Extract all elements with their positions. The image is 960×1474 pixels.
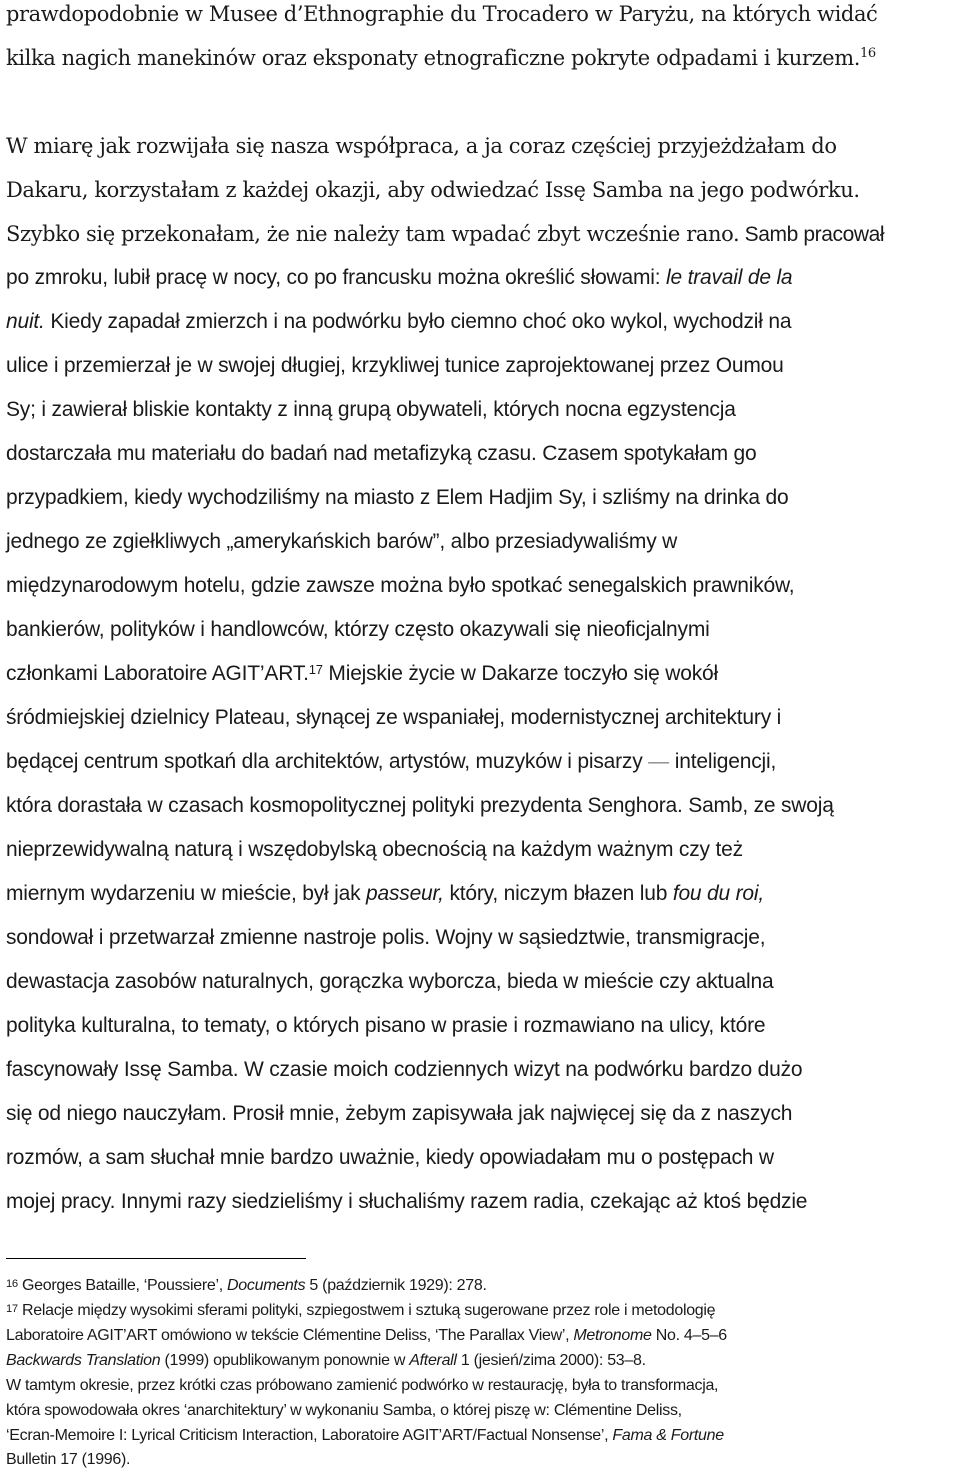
body-text: członkami Laboratoire AGIT’ART. (6, 662, 309, 685)
body-text: będącej centrum spotkań dla architektów, artystów, muzyków i pisarzy (6, 750, 649, 773)
body-line-2 (6, 44, 956, 72)
body-line-20 (6, 880, 956, 908)
footnote-text: W tamtym okresie, przez krótki czas próbowano zamienić podwórko w restaurację, była to transformacja, (6, 1377, 719, 1394)
body-line-27 (6, 1188, 956, 1216)
footnote-17 (6, 1301, 956, 1321)
body-text: który, niczym błazen lub (443, 882, 673, 905)
body-line-5 (6, 220, 956, 249)
body-line-17 (6, 748, 956, 776)
body-text: Samb pracował (739, 223, 885, 246)
footnote-separator (6, 1258, 306, 1259)
body-text: ulice i przemierzał je w swojej długiej, krzykliwej tunice zaprojektowanej przez Oumou (6, 354, 784, 377)
body-text: rozmów, a sam słuchał mnie bardzo uważnie, kiedy opowiadałam mu o postępach w (6, 1146, 774, 1169)
footnote-text: Relacje między wysokimi sferami polityki, szpiegostwem i sztuką sugerowane przez role i metodologię (17, 1302, 716, 1319)
body-text: międzynarodowym hotelu, gdzie zawsze można było spotkać senegalskich prawników, (6, 574, 795, 597)
italic-title: Afterall (409, 1352, 457, 1369)
body-text: sondował i przetwarzał zmienne nastroje polis. Wojny w sąsiedztwie, transmigracje, (6, 926, 766, 949)
body-line-16 (6, 704, 956, 732)
footnote-text: Laboratoire AGIT’ART omówiono w tekście Clémentine Deliss, ‘The Parallax View’, (6, 1327, 574, 1344)
footnote-number: 17 (6, 1302, 18, 1315)
body-line-22 (6, 968, 956, 996)
body-text: mojej pracy. Innymi razy siedzieliśmy i słuchaliśmy razem radia, czekając aż ktoś będzie (6, 1190, 808, 1213)
body-text: prawdopodobnie w Musee d’Ethnographie du Trocadero w Paryżu, na których widać (6, 2, 878, 26)
body-text: Kiedy zapadał zmierzch i na podwórku było ciemno choć oko wykol, wychodził na (44, 310, 792, 333)
body-text: kilka nagich manekinów oraz eksponaty etnograficzne pokryte odpadami i kurzem. (6, 46, 860, 70)
body-line-6 (6, 264, 956, 292)
body-text: W miarę jak rozwijała się nasza współpraca, a ja coraz częściej przyjeżdżałam do (6, 134, 837, 158)
body-text: bankierów, polityków i handlowców, którzy często okazywali się nieoficjalnymi (6, 618, 710, 641)
footnote-16 (6, 1276, 956, 1296)
footnote-17-line-6 (6, 1426, 956, 1446)
body-line-11 (6, 484, 956, 512)
body-text: polityka kulturalna, to tematy, o których pisano w prasie i rozmawiano na ulicy, które (6, 1014, 766, 1037)
body-text: jednego ze zgiełkliwych „amerykańskich barów”, albo przesiadywaliśmy w (6, 530, 678, 553)
italic-title: Backwards Translation (6, 1352, 161, 1369)
body-line-19 (6, 836, 956, 864)
body-text: się od niego nauczyłam. Prosił mnie, żebym zapisywała jak najwięcej się da z naszych (6, 1102, 793, 1125)
body-text: przypadkiem, kiedy wychodziliśmy na miasto z Elem Hadjim Sy, i szliśmy na drinka do (6, 486, 789, 509)
italic-phrase: fou du roi, (672, 882, 765, 905)
body-text: po zmroku, lubił pracę w nocy, co po francusku można określić słowami: (6, 266, 667, 289)
body-line-7 (6, 308, 956, 336)
italic-phrase: le travail de la (666, 266, 793, 289)
body-line-4 (6, 176, 956, 204)
body-line-26 (6, 1144, 956, 1172)
body-text: nieprzewidywalną naturą i wszędobylską obecnością na każdym ważnym czy też (6, 838, 743, 861)
footnote-text: Georges Bataille, ‘Poussiere’, (17, 1277, 228, 1294)
footnote-number: 16 (6, 1277, 18, 1290)
footnote-text: 5 (październik 1929): 278. (305, 1277, 487, 1294)
body-text: śródmiejskiej dzielnicy Plateau, słynącej ze wspaniałej, modernistycznej architektury i (6, 706, 782, 729)
body-line-23 (6, 1012, 956, 1040)
body-line-10 (6, 440, 956, 468)
body-text: miernym wydarzeniu w mieście, był jak (6, 882, 367, 905)
body-line-14 (6, 616, 956, 644)
body-line-13 (6, 572, 956, 600)
body-line-1 (6, 0, 956, 28)
body-text: Miejskie życie w Dakarze toczyło się wokół (322, 662, 718, 685)
body-line-9 (6, 396, 956, 424)
footnote-text: Bulletin 17 (1996). (6, 1451, 131, 1468)
body-line-8 (6, 352, 956, 380)
footnote-ref-16[interactable]: 16 (859, 46, 876, 62)
body-text: dostarczała mu materiału do badań nad metafizyką czasu. Czasem spotykałam go (6, 442, 757, 465)
italic-phrase: nuit. (6, 310, 45, 333)
body-text: fascynowały Issę Samba. W czasie moich codziennych wizyt na podwórku bardzo dużo (6, 1058, 803, 1081)
body-line-3 (6, 132, 956, 160)
footnote-text: ‘Ecran-Memoire I: Lyrical Criticism Interaction, Laboratoire AGIT’ART/Factual Nonsense’, (6, 1427, 613, 1444)
body-text: dewastacja zasobów naturalnych, gorączka wyborcza, bieda w mieście czy aktualna (6, 970, 774, 993)
footnote-ref-17[interactable]: 17 (308, 662, 323, 678)
body-line-18 (6, 792, 956, 820)
footnote-17-line-3 (6, 1351, 956, 1371)
body-text: Dakaru, korzystałam z każdej okazji, aby odwiedzać Issę Samba na jego podwórku. (6, 178, 860, 202)
body-line-15 (6, 660, 956, 688)
body-text: Szybko się przekonałam, że nie należy tam wpadać zbyt wcześnie rano. (6, 222, 740, 246)
footnote-17-line-4 (6, 1376, 956, 1396)
footnote-17-line-5 (6, 1401, 956, 1421)
body-text: która dorastała w czasach kosmopolitycznej polityki prezydenta Senghora. Samb, ze swoją (6, 794, 834, 817)
body-line-12 (6, 528, 956, 556)
body-line-21 (6, 924, 956, 952)
footnote-17-line-7 (6, 1450, 956, 1470)
body-line-24 (6, 1056, 956, 1084)
body-text: inteligencji, (669, 750, 777, 773)
body-line-25 (6, 1100, 956, 1128)
italic-title: Documents (227, 1277, 306, 1294)
em-dash: — (648, 750, 670, 773)
italic-title: Metronome (573, 1327, 652, 1344)
footnote-text: No. 4–5–6 (651, 1327, 727, 1344)
italic-phrase: passeur, (366, 882, 444, 905)
footnote-text: 1 (jesień/zima 2000): 53–8. (456, 1352, 646, 1369)
footnote-17-line-2 (6, 1326, 956, 1346)
footnote-text: która spowodowała okres ‘anarchitektury’ w wykonaniu Samba, o której piszę w: Clémentine Deliss, (6, 1402, 682, 1419)
italic-title: Fama & Fortune (612, 1427, 724, 1444)
body-text: Sy; i zawierał bliskie kontakty z inną grupą obywateli, których nocna egzystencja (6, 398, 736, 421)
footnote-text: (1999) opublikowanym ponownie w (160, 1352, 410, 1369)
